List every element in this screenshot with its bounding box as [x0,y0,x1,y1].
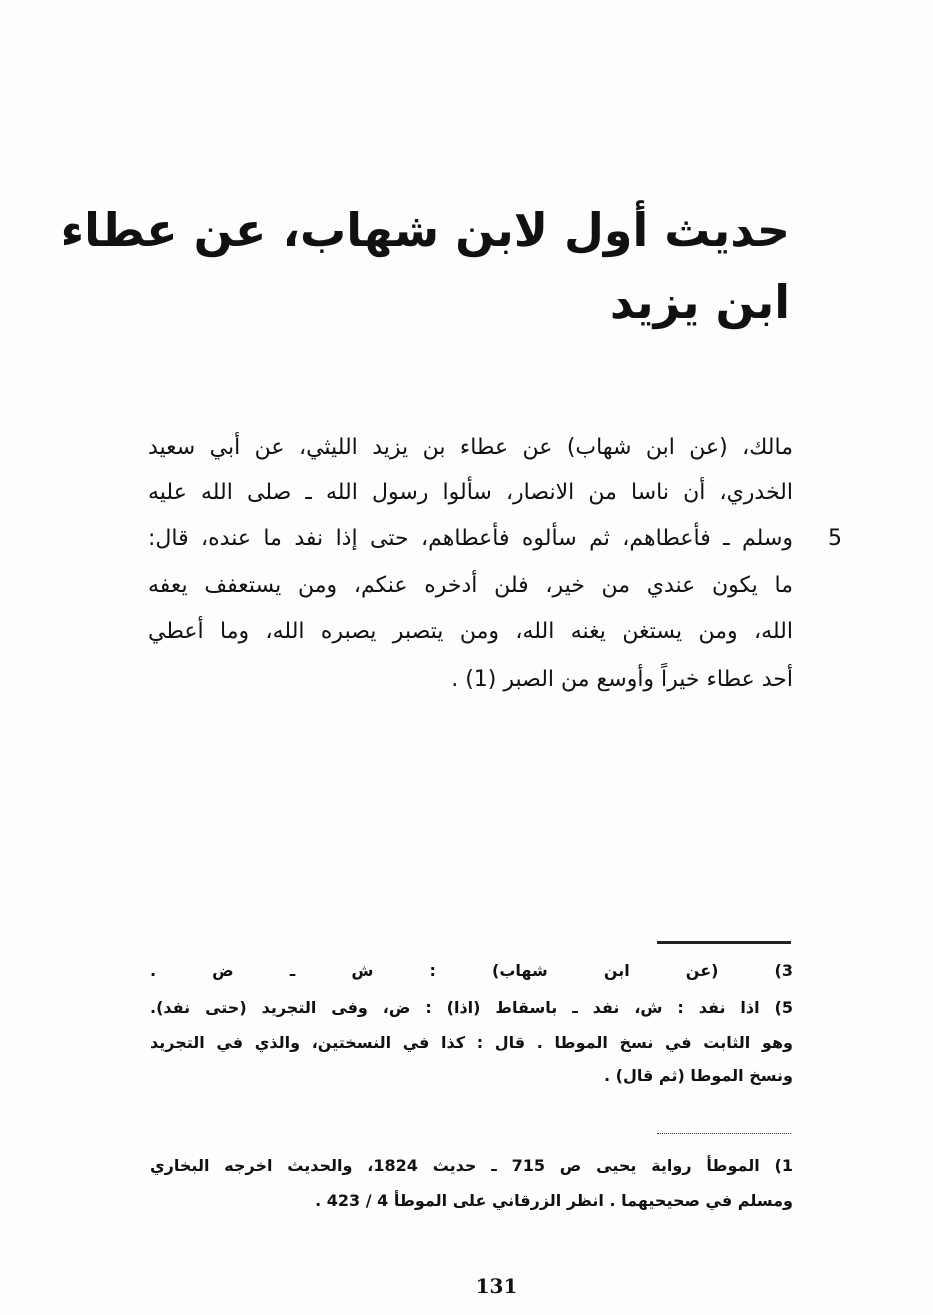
footnote-line: ومسلم في صحيحيهما . انظر الزرقاني على الموطأ 4 / 423 . [315,1191,793,1210]
apparatus-note-line: وهو الثابت في نسخ الموطا . قال : كذا في النسختين، والذي في التجريد [150,1033,793,1052]
body-text-line: مالك، (عن ابن شهاب) عن عطاء بن يزيد الليثي، عن أبي سعيد [148,435,793,460]
line-number-marker: 5 [828,526,842,551]
body-text-line: أحد عطاء خيراً وأوسع من الصبر (1) . [451,667,793,692]
apparatus-note-line: 3) (عن ابن شهاب) : ش ـ ض . [150,961,793,980]
body-text-line: وسلم ـ فأعطاهم، ثم سألوه فأعطاهم، حتى إذا نفد ما عنده، قال: [148,526,793,551]
footnote-separator-rule [657,941,791,944]
chapter-title-line-2: ابن يزيد [609,275,790,329]
body-text-line: ما يكون عندي من خير، فلن أدخره عنكم، ومن يستعفف يعفه [148,573,793,598]
apparatus-note-line: 5) اذا نفد : ش، نفد ـ باسقاط (اذا) : ض، وفى التجريد (حتى نفد). [150,998,793,1017]
apparatus-note-line: ونسخ الموطا (ثم قال) . [604,1066,793,1085]
chapter-title-line-1: حديث أول لابن شهاب، عن عطاء [60,203,790,257]
page-number: 131 [475,1274,518,1298]
footnote-line: 1) الموطأ رواية يحيى ص 715 ـ حديث 1824، والحديث اخرجه البخاري [150,1156,794,1175]
body-text-line: الخدري، أن ناسا من الانصار، سألوا رسول الله ـ صلى الله عليه [148,480,793,505]
footnote-separator-dotted-rule [657,1133,791,1134]
body-text-line: الله، ومن يستغن يغنه الله، ومن يتصبر يصبره الله، وما أعطي [148,619,793,644]
